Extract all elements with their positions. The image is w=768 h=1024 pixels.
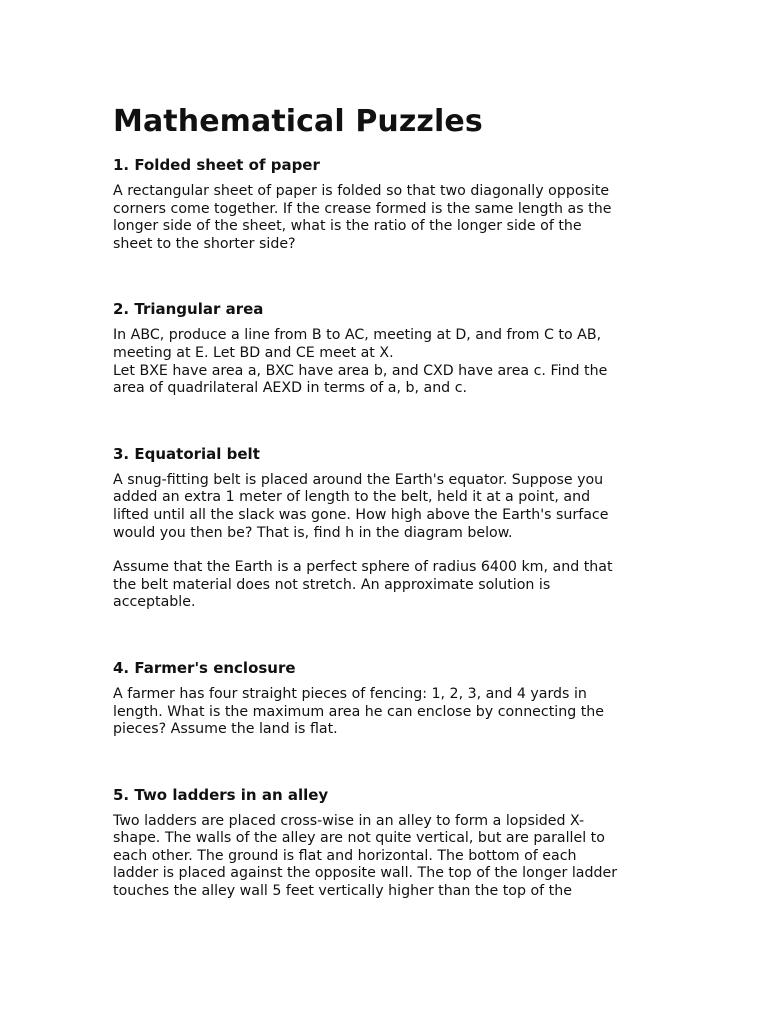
puzzle-paragraph: [113, 559, 658, 612]
text-line: A farmer has four straight pieces of fencing: 1, 2, 3, and 4 yards in: [113, 685, 587, 702]
puzzle-heading: 5. Two ladders in an alley: [113, 785, 329, 804]
text-line: A snug-fitting belt is placed around the Earth's equator. Suppose you: [113, 471, 604, 488]
puzzle-paragraph: [113, 686, 658, 739]
puzzle-paragraph: [113, 327, 658, 397]
puzzle-section-4: [113, 659, 658, 739]
text-line: area of quadrilateral AEXD in terms of a, b, and c.: [113, 380, 468, 397]
puzzle-section-5: [113, 786, 658, 901]
text-line: shape. The walls of the alley are not quite vertical, but are parallel to: [113, 830, 605, 847]
text-line: sheet to the shorter side?: [113, 235, 296, 252]
text-line: A rectangular sheet of paper is folded so that two diagonally opposite: [113, 183, 610, 199]
puzzle-paragraph: [113, 813, 658, 901]
puzzle-paragraph: [113, 183, 658, 253]
document-title: Mathematical Puzzles: [113, 104, 483, 139]
puzzle-heading: 3. Equatorial belt: [113, 444, 260, 463]
text-line: acceptable.: [113, 594, 196, 611]
text-line: meeting at E. Let BD and CE meet at X.: [113, 344, 394, 361]
puzzle-section-1: [113, 156, 658, 253]
puzzle-section-3: [113, 445, 658, 612]
puzzle-heading: 1. Folded sheet of paper: [113, 156, 320, 174]
text-line: length. What is the maximum area he can enclose by connecting the: [113, 703, 605, 720]
text-line: lifted until all the slack was gone. How high above the Earth's surface: [113, 506, 609, 523]
text-line: each other. The ground is flat and horizontal. The bottom of each: [113, 847, 577, 864]
text-line: Let BXE have area a, BXC have area b, and CXD have area c. Find the: [113, 362, 608, 379]
text-line: Assume that the Earth is a perfect sphere of radius 6400 km, and that: [113, 559, 613, 576]
text-line: corners come together. If the crease formed is the same length as the: [113, 200, 612, 217]
puzzle-section-2: [113, 300, 658, 397]
text-line: touches the alley wall 5 feet vertically higher than the top of the: [113, 883, 572, 900]
puzzle-heading: 4. Farmer's enclosure: [113, 658, 296, 677]
text-line: ladder is placed against the opposite wall. The top of the longer ladder: [113, 865, 618, 882]
puzzle-paragraph: [113, 472, 658, 542]
text-line: longer side of the sheet, what is the ratio of the longer side of the: [113, 218, 582, 235]
text-line: pieces? Assume the land is flat.: [113, 721, 338, 738]
text-line: added an extra 1 meter of length to the belt, held it at a point, and: [113, 489, 591, 506]
text-line: the belt material does not stretch. An approximate solution is: [113, 576, 551, 593]
puzzle-heading: 2. Triangular area: [113, 300, 264, 319]
text-line: Two ladders are placed cross-wise in an alley to form a lopsided X-: [113, 812, 585, 829]
text-line: would you then be? That is, find h in the diagram below.: [113, 524, 513, 541]
text-line: In ABC, produce a line from B to AC, meeting at D, and from C to AB,: [113, 327, 602, 344]
document-page: [113, 104, 658, 901]
